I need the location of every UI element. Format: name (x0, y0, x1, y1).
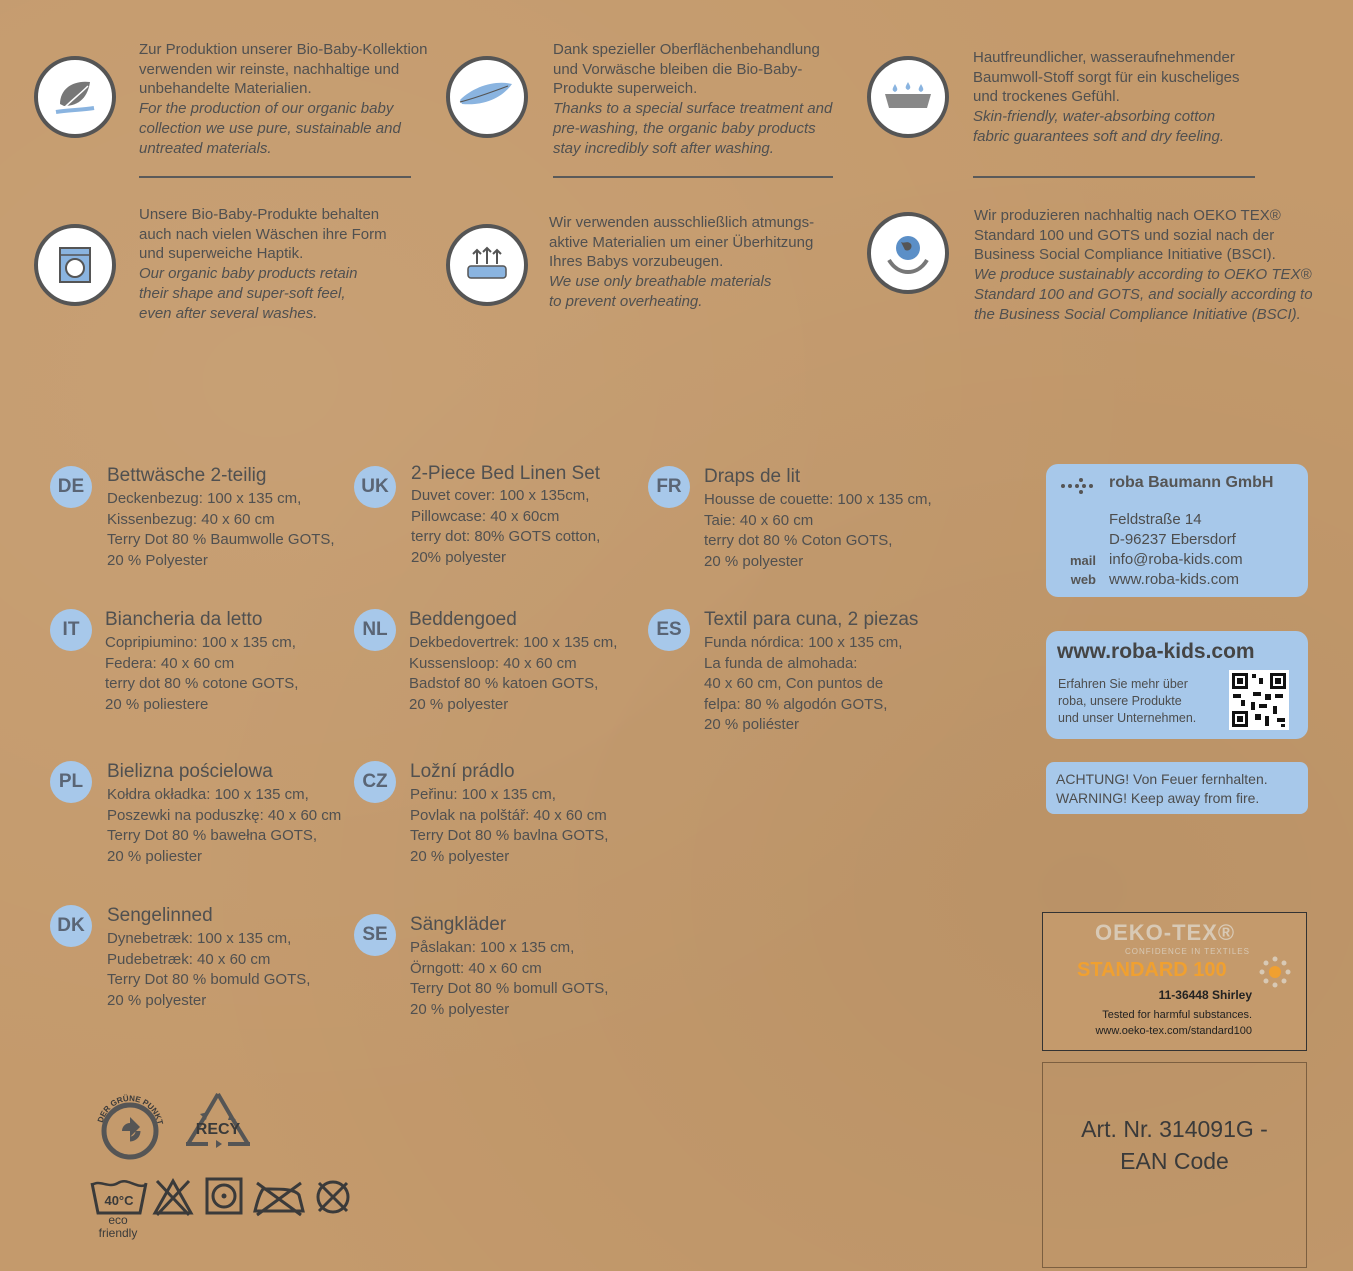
feature-en-text: Our organic baby products retain their shape and super-soft feel, even after several washes. (139, 265, 358, 322)
feature-en-text: We use only breathable materials to prevent overheating. (549, 273, 772, 310)
dots-arrow-icon (1060, 476, 1096, 496)
divider (139, 176, 411, 178)
company-name: roba Baumann GmbH (1109, 474, 1274, 491)
gruene-punkt-icon (92, 1087, 168, 1163)
lang-title-dk: Sengelinned (107, 905, 213, 926)
no-iron-icon (251, 1177, 307, 1217)
lang-lines-uk: Duvet cover: 100 x 135cm, Pillowcase: 40 x 60cm terry dot: 80% GOTS cotton, 20% polyester (411, 487, 601, 566)
lang-badge-es: ES (648, 609, 690, 651)
lang-badge-dk: DK (50, 905, 92, 947)
lang-badge-fr: FR (648, 466, 690, 508)
oeko-tex-subtitle: CONFIDENCE IN TEXTILES (1125, 947, 1250, 956)
tumble-dry-icon (204, 1176, 244, 1216)
lang-badge-de: DE (50, 466, 92, 508)
feature-water-absorbing-text (973, 48, 1293, 147)
lang-lines-fr: Housse de couette: 100 x 135 cm, Taie: 40 x 60 cm terry dot 80 % Coton GOTS, 20 % polyester (704, 491, 932, 570)
water-absorbing-badge (867, 56, 949, 138)
qr-code-icon[interactable] (1229, 670, 1289, 730)
lang-lines-de: Deckenbezug: 100 x 135 cm, Kissenbezug: 40 x 60 cm Terry Dot 80 % Baumwolle GOTS, 20 % Polyester (107, 490, 335, 569)
breathable-badge (446, 224, 528, 306)
globe-hands-icon (871, 216, 945, 290)
feature-de-text: Hautfreundlicher, wasseraufnehmender Baumwoll-Stoff sorgt für ein kuscheliges und trockenes Gefühl. (973, 49, 1240, 106)
lang-lines-cz: Peřinu: 100 x 135 cm, Povlak na polštář: 40 x 60 cm Terry Dot 80 % bavlna GOTS, 20 % polyester (410, 786, 609, 865)
feature-de-text: Unsere Bio-Baby-Produkte behalten auch nach vielen Wäschen ihre Form und superweiche Haptik. (139, 206, 387, 263)
wash-40-icon (88, 1177, 150, 1217)
lang-badge-uk: UK (354, 466, 396, 508)
lang-title-pl: Bielizna pościelowa (107, 761, 273, 782)
feature-super-soft-text (553, 40, 853, 158)
warning-text: ACHTUNG! Von Feuer fernhalten. WARNING! Keep away from fire. (1056, 771, 1268, 806)
feature-breathable-text (549, 213, 849, 312)
no-bleach-icon (151, 1177, 195, 1217)
super-soft-badge (446, 56, 528, 138)
oeko-tex-tested: Tested for harmful substances. (1102, 1009, 1252, 1021)
lang-title-nl: Beddengoed (409, 609, 517, 630)
company-box (1046, 464, 1308, 597)
no-dry-clean-icon (313, 1177, 353, 1217)
lang-badge-it: IT (50, 609, 92, 651)
lang-title-se: Sängkläder (410, 914, 507, 935)
oeko-flower-icon (1258, 955, 1292, 989)
lang-title-it: Biancheria da letto (105, 609, 263, 630)
sustainable-production-badge (867, 212, 949, 294)
wash-temp: 40°C (104, 1193, 134, 1208)
feature-en-text: Thanks to a special surface treatment and pre-washing, the organic baby products stay incredibly soft after washing. (553, 100, 833, 157)
water-absorbing-icon (871, 60, 945, 134)
oeko-tex-url: www.oeko-tex.com/standard100 (1095, 1025, 1252, 1037)
article-number: Art. Nr. 314091G - EAN Code (1081, 1116, 1268, 1174)
eco-friendly-label: eco friendly (98, 1213, 138, 1240)
lang-lines-es: Funda nórdica: 100 x 135 cm, La funda de almohada: 40 x 60 cm, Con puntos de felpa: 80 % algodón GOTS, 20 % poliéster (704, 634, 903, 733)
feature-en-text: For the production of our organic baby collection we use pure, sustainable and untreated materials. (139, 100, 401, 157)
lang-badge-cz: CZ (354, 761, 396, 803)
feature-best-materials-text (139, 40, 449, 158)
divider (553, 176, 833, 178)
contact-labels: mail web (1069, 553, 1096, 587)
website-text: Erfahren Sie mehr über roba, unsere Produkte und unser Unternehmen. (1058, 677, 1197, 725)
oeko-tex-standard: STANDARD 100 (1077, 959, 1227, 981)
lang-badge-pl: PL (50, 761, 92, 803)
leaf-icon (38, 60, 112, 134)
feature-washes-text (139, 205, 439, 323)
gruene-punkt-label: DER GRÜNE PUNKT (95, 1093, 165, 1126)
lang-lines-se: Påslakan: 100 x 135 cm, Örngott: 40 x 60 cm Terry Dot 80 % bomull GOTS, 20 % polyester (410, 939, 609, 1018)
lang-badge-nl: NL (354, 609, 396, 651)
lang-title-cz: Ložní prádlo (410, 761, 515, 782)
lang-title-de: Bettwäsche 2-teilig (107, 465, 267, 486)
feature-en-text: We produce sustainably according to OEKO TEX® Standard 100 and GOTS, and socially according to the Business Social Compliance Initiative (BSCI). (974, 266, 1313, 323)
breathable-icon (450, 228, 524, 302)
oeko-tex-number: 11-36448 Shirley (1158, 988, 1252, 1002)
oeko-tex-label (1042, 912, 1307, 1051)
best-materials-badge (34, 56, 116, 138)
feature-sustainable-text (974, 206, 1334, 324)
feature-en-text: Skin-friendly, water-absorbing cotton fabric guarantees soft and dry feeling. (973, 108, 1224, 145)
divider (973, 176, 1255, 178)
website-box (1046, 631, 1308, 739)
feature-de-text: Wir verwenden ausschließlich atmungs- aktive Materialien um einer Überhitzung Ihres Babys vorzubeugen. (549, 214, 815, 271)
recy-label: RECY (195, 1121, 241, 1138)
feature-de-text: Zur Produktion unserer Bio-Baby-Kollektion verwenden wir reinste, nachhaltige und unbehandelte Materialien. (139, 41, 428, 98)
washes-badge (34, 224, 116, 306)
lang-lines-dk: Dynebetræk: 100 x 135 cm, Pudebetræk: 40 x 60 cm Terry Dot 80 % bomuld GOTS, 20 % polyester (107, 930, 311, 1009)
lang-lines-it: Copripiumino: 100 x 135 cm, Federa: 40 x 60 cm terry dot 80 % cotone GOTS, 20 % poliestere (105, 634, 299, 713)
lang-lines-nl: Dekbedovertrek: 100 x 135 cm, Kussensloop: 40 x 60 cm Badstof 80 % katoen GOTS, 20 % polyester (409, 634, 618, 713)
lang-badge-se: SE (354, 914, 396, 956)
feather-icon (450, 60, 524, 134)
website-url[interactable]: www.roba-kids.com (1057, 640, 1255, 663)
company-address: Feldstraße 14 D-96237 Ebersdorf info@roba-kids.com www.roba-kids.com (1109, 511, 1243, 588)
article-box (1042, 1062, 1307, 1268)
feature-de-text: Wir produzieren nachhaltig nach OEKO TEX® Standard 100 und GOTS und sozial nach der Business Social Compliance Initiative (BSCI). (974, 207, 1281, 264)
lang-title-uk: 2-Piece Bed Linen Set (411, 463, 601, 484)
feature-de-text: Dank spezieller Oberflächenbehandlung und Vorwäsche bleiben die Bio-Baby- Produkte superweich. (553, 41, 820, 98)
lang-lines-pl: Kołdra okładka: 100 x 135 cm, Poszewki na poduszkę: 40 x 60 cm Terry Dot 80 % bawełna GOTS, 20 % poliester (107, 786, 342, 865)
lang-title-fr: Draps de lit (704, 466, 801, 487)
washing-machine-icon (38, 228, 112, 302)
lang-title-es: Textil para cuna, 2 piezas (704, 609, 919, 630)
warning-box (1046, 762, 1308, 814)
oeko-tex-title: OEKO-TEX® (1095, 920, 1236, 945)
recycle-icon (178, 1088, 258, 1164)
